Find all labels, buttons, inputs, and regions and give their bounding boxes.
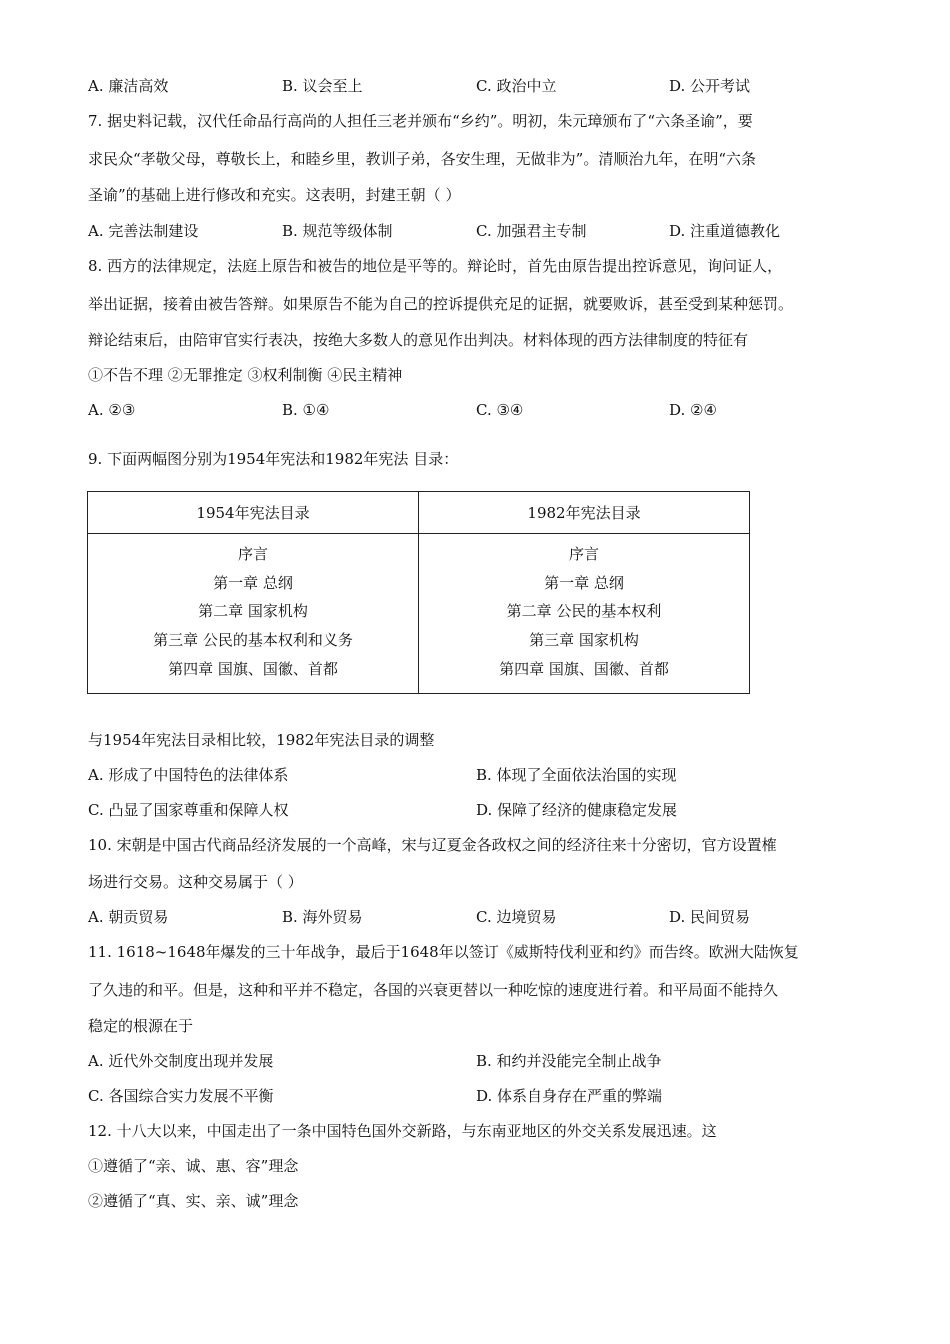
q12-stem-line: 12. 十八大以来，中国走出了一条中国特色国外交新路，与东南亚地区的外交关系发展迅速。这: [88, 1122, 717, 1140]
q10-option-b: B. 海外贸易: [282, 908, 363, 926]
q10-option-a: A. 朝贡贸易: [88, 908, 169, 926]
q9-option-b: B. 体现了全面依法治国的实现: [476, 766, 677, 784]
q11-stem-line: 11. 1618~1648年爆发的三十年战争，最后于1648年以签订《威斯特伐利亚和约》而告终。欧洲大陆恢复: [88, 943, 799, 961]
q9-option-a: A. 形成了中国特色的法律体系: [88, 766, 289, 784]
q8-option-d: D. ②④: [669, 401, 717, 419]
toc-entry: 第二章 公民的基本权利: [506, 602, 662, 621]
q6-option-b: B. 议会至上: [282, 77, 363, 95]
q8-stem-line: 8. 西方的法律规定，法庭上原告和被告的地位是平等的。辩论时，首先由原告提出控诉意见，询问证人，: [88, 257, 783, 275]
q11-stem-line: 稳定的根源在于: [88, 1017, 194, 1035]
constitution-table: [87, 491, 750, 694]
q11-option-a: A. 近代外交制度出现并发展: [88, 1052, 274, 1070]
q7-option-c: C. 加强君主专制: [476, 222, 587, 240]
q10-option-d: D. 民间贸易: [669, 908, 751, 926]
q8-statements: ①不告不理 ②无罪推定 ③权利制衡 ④民主精神: [88, 366, 403, 384]
q6-option-c: C. 政治中立: [476, 77, 557, 95]
toc-entry: 第一章 总纲: [544, 573, 624, 592]
q7-option-d: D. 注重道德教化: [669, 222, 781, 240]
q7-stem-line: 7. 据史料记载，汉代任命品行高尚的人担任三老并颁布“乡约”。明初，朱元璋颁布了“六条圣谕”，要: [88, 112, 753, 130]
q8-option-c: C. ③④: [476, 401, 524, 419]
q10-stem-line: 场进行交易。这种交易属于（ ）: [88, 873, 303, 891]
toc-entry: 第一章 总纲: [213, 573, 293, 592]
toc-entry: 第三章 公民的基本权利和义务: [153, 631, 353, 650]
toc-entry: 第四章 国旗、国徽、首都: [168, 659, 338, 678]
q9-option-d: D. 保障了经济的健康稳定发展: [476, 801, 678, 819]
toc-entry: 序言: [568, 545, 599, 563]
table-header-1982: 1982年宪法目录: [419, 492, 750, 534]
q7-stem-line: 圣谕”的基础上进行修改和充实。这表明，封建王朝（ ）: [88, 186, 461, 204]
table-column-1954: [88, 534, 419, 694]
q11-option-c: C. 各国综合实力发展不平衡: [88, 1087, 274, 1105]
q7-option-b: B. 规范等级体制: [282, 222, 393, 240]
q12-statement: ①遵循了“亲、诚、惠、容”理念: [88, 1157, 299, 1175]
q11-stem-line: 了久违的和平。但是，这种和平并不稳定，各国的兴衰更替以一种吃惊的速度进行着。和平局面不能持久: [88, 981, 779, 999]
toc-entry: 第三章 国家机构: [529, 631, 639, 650]
q11-option-b: B. 和约并没能完全制止战争: [476, 1052, 662, 1070]
q7-option-a: A. 完善法制建设: [88, 222, 199, 240]
toc-entry: 第四章 国旗、国徽、首都: [499, 659, 669, 678]
table-header-1954: 1954年宪法目录: [88, 492, 419, 534]
q9-stem: 9. 下面两幅图分别为1954年宪法和1982年宪法 目录：: [88, 450, 459, 468]
toc-entry: 序言: [237, 545, 268, 563]
q7-stem-line: 求民众“孝敬父母，尊敬长上，和睦乡里，教训子弟，各安生理，无做非为”。清顺治九年，在明“六条: [88, 150, 757, 168]
table-column-1982: [419, 534, 750, 694]
toc-entry: 第二章 国家机构: [198, 602, 308, 621]
q11-option-d: D. 体系自身存在严重的弊端: [476, 1087, 663, 1105]
q8-option-b: B. ①④: [282, 401, 330, 419]
q10-stem-line: 10. 宋朝是中国古代商品经济发展的一个高峰，宋与辽夏金各政权之间的经济往来十分密切，官方设置榷: [88, 836, 777, 854]
q9-after-table: 与1954年宪法目录相比较，1982年宪法目录的调整: [88, 731, 435, 749]
q8-option-a: A. ②③: [88, 401, 136, 419]
q10-option-c: C. 边境贸易: [476, 908, 557, 926]
q12-statement: ②遵循了“真、实、亲、诚”理念: [88, 1192, 299, 1210]
q6-option-a: A. 廉洁高效: [88, 77, 169, 95]
q9-option-c: C. 凸显了国家尊重和保障人权: [88, 801, 289, 819]
q6-option-d: D. 公开考试: [669, 77, 751, 95]
q8-stem-line: 辩论结束后，由陪审官实行表决，按绝大多数人的意见作出判决。材料体现的西方法律制度的特征有: [88, 331, 749, 349]
q8-stem-line: 举出证据，接着由被告答辩。如果原告不能为自己的控诉提供充足的证据，就要败诉，甚至受到某种惩罚。: [88, 295, 794, 313]
